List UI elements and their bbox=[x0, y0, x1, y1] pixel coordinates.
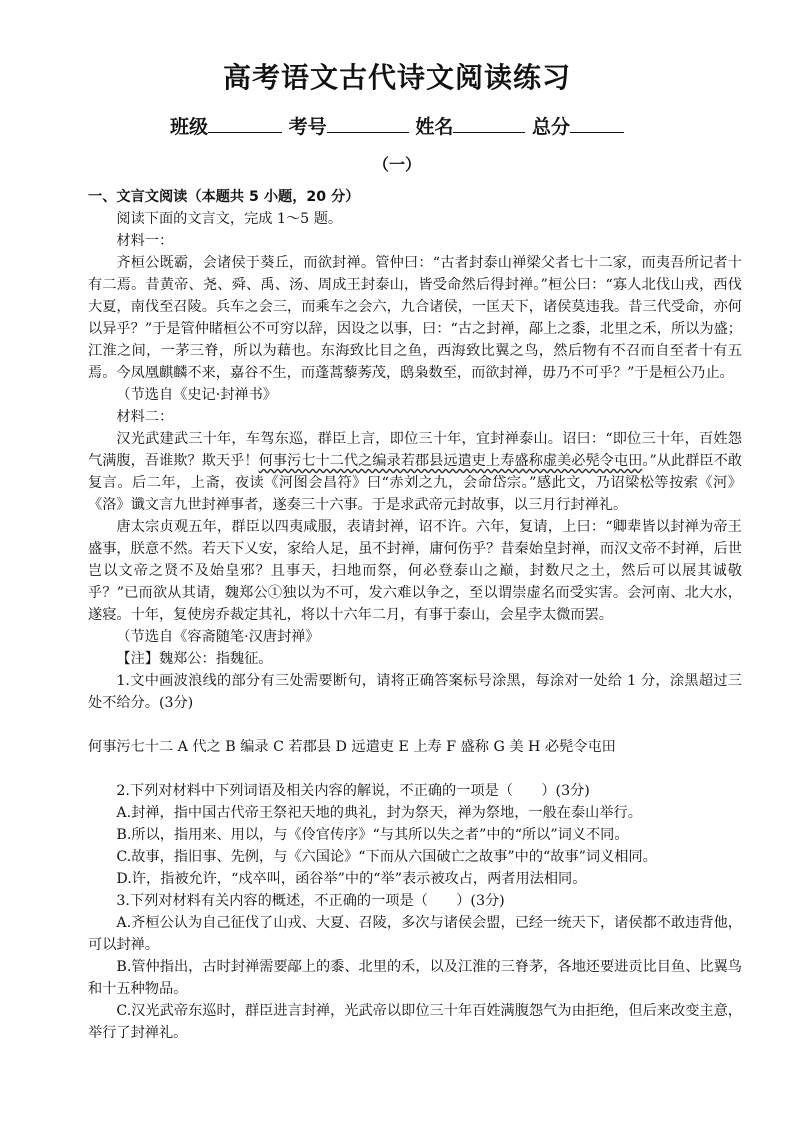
score-blank[interactable] bbox=[570, 114, 624, 133]
material2-paragraph-2: 唐太宗贞观五年，群臣以四夷咸服，表请封禅，诏不许。六年，复请，上曰：“卿辈皆以封禅为帝王盛事，朕意不然。若天下乂安，家给人足，虽不封禅，庸何伤乎？昔秦始皇封禅，而汉文帝不封禅，后世岂以文帝之贤不及始皇邪？且事天，扫地而祭，何必登泰山之巅，封数尺之土，然后可以展其诚敬乎？”已而欲从其请，魏郑公①独以为不可，发六难以争之，至以谓崇虚名而受实害。会河南、北大水，遂寝。十年，复使房乔裁定其礼，将以十六年二月，有事于泰山，会星孛太微而罢。 bbox=[88, 519, 742, 623]
material2-p1-after: 。”从此群臣不敢复言。后二年，上斋，夜读《河图会昌符》曰“赤刘之九，会命岱宗。”感此文，乃诏梁松等按索《河》《洛》谶文言九世封禅事者，遂奏三十六事。于是求武帝元封故事，以三月行封禅礼。 bbox=[88, 453, 742, 513]
material2-source: （节选自《容斋随笔·汉唐封禅》 bbox=[116, 629, 320, 645]
material2-p1-before: 汉光武建武三十年，车驾东巡，群臣上言，即位三十年，宜封禅泰山。诏曰：“即位三十年，百姓怨气满腹，吾谁欺？欺天乎！ bbox=[88, 431, 742, 469]
question-3-option-a: A.齐桓公认为自己征伐了山戎、大夏、召陵，多次与诸侯会盟，已经一统天下，诸侯都不敢违背他，可以封禅。 bbox=[88, 915, 742, 953]
exam-no-blank[interactable] bbox=[327, 114, 409, 133]
exam-content bbox=[88, 186, 742, 1044]
student-info-line bbox=[0, 112, 794, 139]
name-label: 姓名 bbox=[415, 116, 454, 138]
class-blank[interactable] bbox=[208, 114, 282, 133]
material1-text: 齐桓公既霸，会诸侯于葵丘，而欲封禅。管仲曰：“古者封泰山禅梁父者七十二家，而夷吾所记者十有二焉。昔黄帝、尧、舜、禹、汤、周成王封泰山，皆受命然后得封禅。”桓公曰：“寡人北伐山戎，西伐大夏，南伐至召陵。兵车之会三，而乘车之会六，九合诸侯，一匡天下，诸侯莫违我。昔三代受命，亦何以异乎？”于是管仲睹桓公不可穷以辞，因设之以事，曰：“古之封禅，鄗上之黍，北里之禾，所以为盛；江淮之间，一茅三脊，所以为藉也。东海致比目之鱼，西海致比翼之鸟，然后物有不召而自至者十有五焉。今凤凰麒麟不来，嘉谷不生，而蓬蒿藜莠茂，鸱枭数至，而欲封禅，毋乃不可乎？”于是桓公乃止。 bbox=[88, 255, 742, 381]
class-label: 班级 bbox=[170, 116, 209, 138]
part-heading: （一） bbox=[372, 155, 421, 174]
question-3-stem: 3.下列对材料有关内容的概述，不正确的一项是（ ）(3分) bbox=[116, 893, 505, 909]
question-2-option-d: D.许，指被允许，“戍卒叫，函谷举”中的“举”表示被攻占，两者用法相同。 bbox=[116, 871, 587, 887]
name-blank[interactable] bbox=[453, 114, 525, 133]
question-2-option-c: C.故事，指旧事、先例，与《六国论》“下而从六国破亡之故事”中的“故事”词义相同。 bbox=[116, 849, 657, 865]
wavy-underlined-passage: 何事污七十二代之编录若郡县远遣吏上寿盛称虚美必髡令屯田 bbox=[258, 453, 643, 469]
question-3-option-b: B.管仲指出，古时封禅需要鄗上的黍、北里的禾，以及江淮的三脊茅，各地还要进贡比目鱼、比翼鸟和十五种物品。 bbox=[88, 959, 742, 997]
material1-source: （节选自《史记·封禅书》 bbox=[116, 387, 277, 403]
score-label: 总分 bbox=[531, 116, 570, 138]
question-2-stem: 2.下列对材料中下列词语及相关内容的解说，不正确的一项是（ ）(3分) bbox=[116, 783, 590, 799]
question-1-options: 何事污七十二 A 代之 B 编录 C 若郡县 D 远遣吏 E 上寿 F 盛称 G 美 H 必髡令屯田 bbox=[88, 739, 616, 755]
page-title: 高考语文古代诗文阅读练习 bbox=[222, 61, 571, 94]
exam-no-label: 考号 bbox=[288, 116, 327, 138]
instruction: 阅读下面的文言文，完成 1～5 题。 bbox=[116, 211, 343, 227]
question-1-stem: 1.文中画波浪线的部分有三处需要断句，请将正确答案标号涂黑，每涂对一处给 1 分，涂黑超过三处不给分。(3分) bbox=[88, 673, 742, 711]
material1-label: 材料一： bbox=[116, 233, 174, 249]
footnote: 【注】魏郑公：指魏征。 bbox=[116, 651, 273, 667]
material2-label: 材料二： bbox=[116, 409, 174, 425]
section-heading: 一、文言文阅读（本题共 5 小题，20 分） bbox=[88, 189, 360, 205]
question-3-option-c: C.汉光武帝东巡时，群臣进言封禅，光武帝以即位三十年百姓满腹怨气为由拒绝，但后来改变主意，举行了封禅礼。 bbox=[88, 1003, 742, 1041]
question-2-option-b: B.所以，指用来、用以，与《伶官传序》“与其所以失之者”中的“所以”词义不同。 bbox=[116, 827, 629, 843]
material2-paragraph-1 bbox=[88, 428, 742, 516]
question-2-option-a: A.封禅，指中国古代帝王祭祀天地的典礼，封为祭天，禅为祭地，一般在泰山举行。 bbox=[116, 805, 642, 821]
